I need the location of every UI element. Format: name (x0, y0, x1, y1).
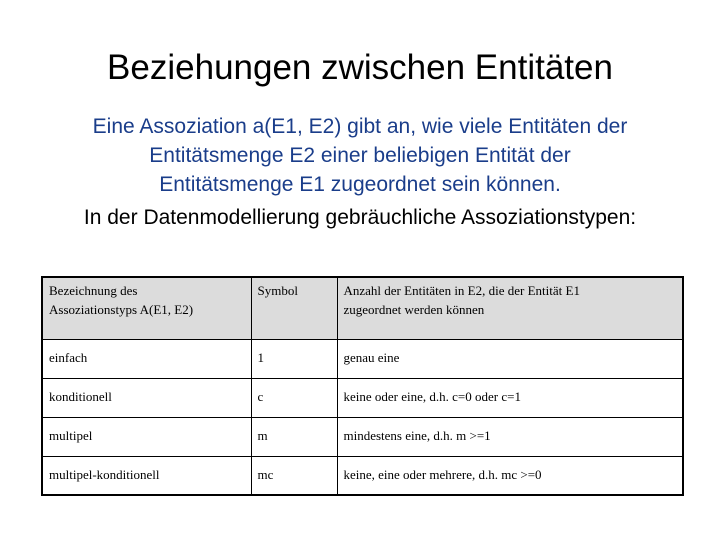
slide-title: Beziehungen zwischen Entitäten (107, 48, 613, 87)
header-entity-count-line-2: zugeordnet werden können (343, 302, 485, 317)
header-type-name-line-1: Bezeichnung des (49, 283, 138, 298)
definition-line-1: Eine Assoziation a(E1, E2) gibt an, wie viele Entitäten der (92, 115, 628, 138)
cell-type-name: konditionell (42, 378, 251, 417)
cell-entity-count: mindestens eine, d.h. m >=1 (337, 417, 683, 456)
table-row (42, 339, 683, 378)
header-type-name (42, 277, 251, 339)
cell-symbol: 1 (251, 339, 337, 378)
table-header-row (42, 277, 683, 339)
definition-line-2: Entitätsmenge E2 einer beliebigen Entität der (149, 144, 571, 167)
table-intro: In der Datenmodellierung gebräuchliche Assoziationstypen: (83, 206, 637, 229)
association-definition (0, 112, 720, 199)
cell-entity-count: keine oder eine, d.h. c=0 oder c=1 (337, 378, 683, 417)
cell-entity-count: keine, eine oder mehrere, d.h. mc >=0 (337, 456, 683, 495)
table-row (42, 378, 683, 417)
cell-entity-count: genau eine (337, 339, 683, 378)
header-entity-count-line-1: Anzahl der Entitäten in E2, die der Entität E1 (343, 283, 580, 298)
definition-line-3: Entitätsmenge E1 zugeordnet sein können. (159, 173, 561, 196)
header-type-name-line-2: Assoziationstyps A(E1, E2) (49, 302, 194, 317)
header-symbol (251, 277, 337, 339)
cell-type-name: einfach (42, 339, 251, 378)
cell-type-name: multipel (42, 417, 251, 456)
cell-symbol: m (251, 417, 337, 456)
cell-type-name: multipel-konditionell (42, 456, 251, 495)
cell-symbol: c (251, 378, 337, 417)
header-symbol-label: Symbol (257, 283, 298, 298)
table-row (42, 417, 683, 456)
table-row (42, 456, 683, 495)
association-types-table (41, 276, 684, 496)
header-entity-count (337, 277, 683, 339)
cell-symbol: mc (251, 456, 337, 495)
